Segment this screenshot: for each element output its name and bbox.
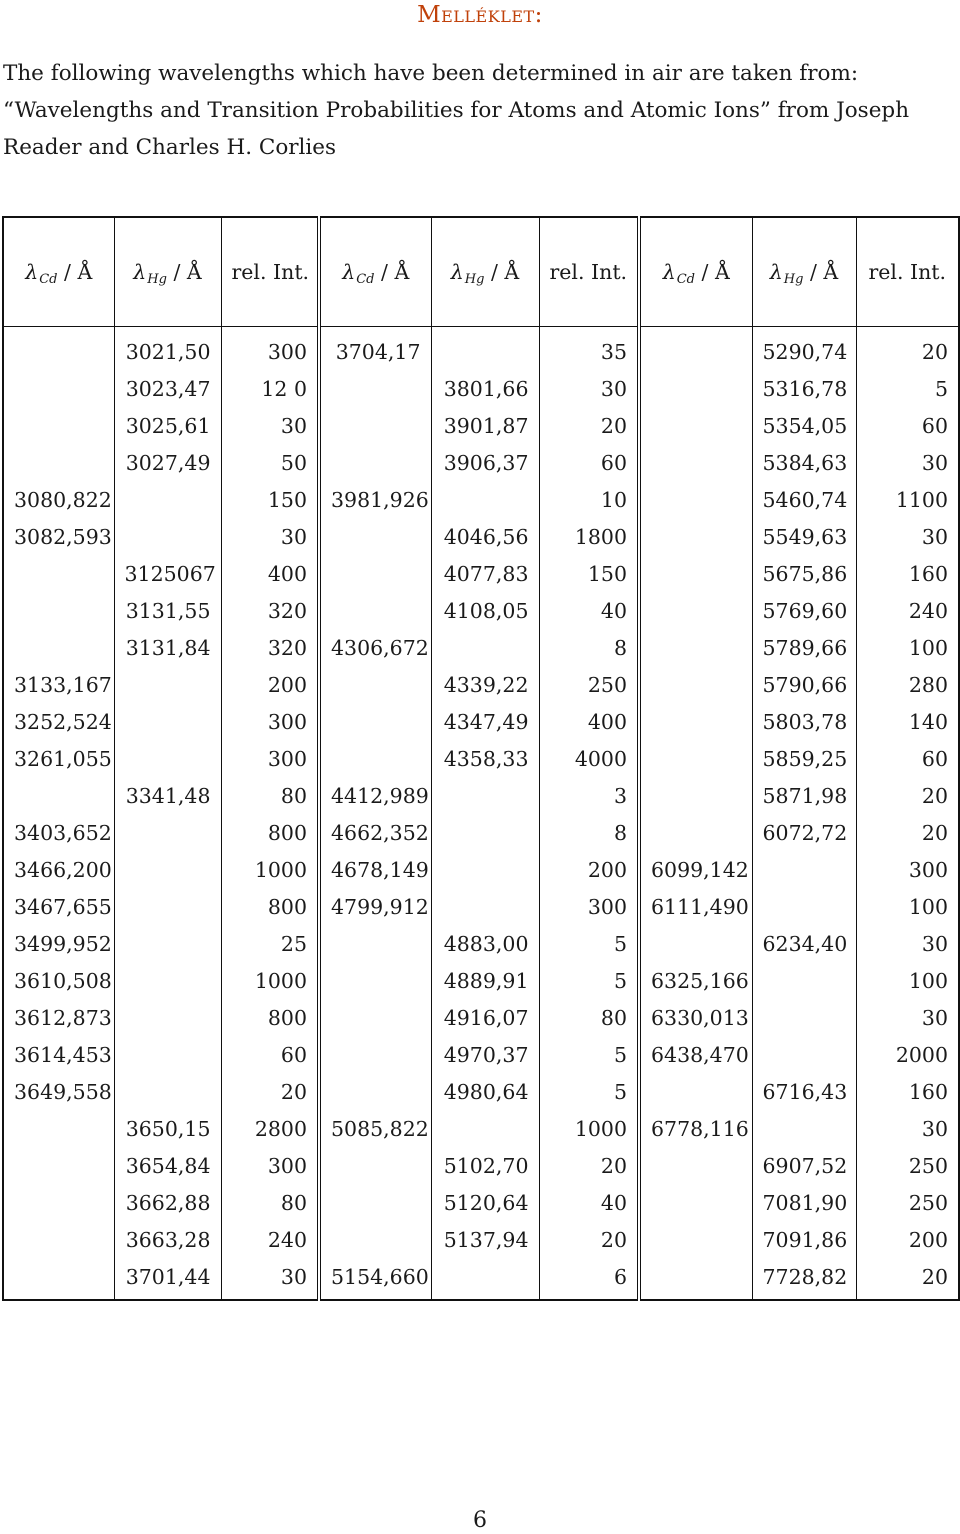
- cell-rel-int: 50: [221, 444, 319, 481]
- cell-rel-int: 2800: [221, 1110, 319, 1147]
- element-subscript: Cd: [39, 272, 58, 287]
- header-unit: / Å: [695, 260, 730, 284]
- cell-lambda-cd: [639, 592, 752, 629]
- cell-rel-int: 160: [908, 561, 948, 586]
- cell-rel-int: 150: [539, 555, 639, 592]
- cell-lambda-hg: 5354,05: [752, 407, 856, 444]
- cell-lambda-hg: [114, 481, 221, 518]
- cell-lambda-cd: [639, 481, 752, 518]
- cell-lambda-cd: 4799,912: [319, 888, 431, 925]
- cell-rel-int: 10: [539, 481, 639, 518]
- cell-lambda-hg: 4889,91: [431, 962, 539, 999]
- cell-lambda-hg: 5290,74: [752, 327, 856, 371]
- table-row: [3, 1221, 959, 1258]
- cell-lambda-hg: 7091,86: [752, 1221, 856, 1258]
- cell-rel-int: 80: [221, 1184, 319, 1221]
- cell-lambda-hg: 4046,56: [431, 518, 539, 555]
- cell-lambda-cd: 3704,17: [319, 327, 431, 371]
- cell-lambda-hg: 5316,78: [752, 370, 856, 407]
- cell-lambda-cd: [639, 629, 752, 666]
- cell-rel-int: 400: [539, 703, 639, 740]
- cell-rel-int: 1000: [539, 1110, 639, 1147]
- table-row: [3, 999, 959, 1036]
- element-subscript: Cd: [356, 272, 375, 287]
- cell-rel-int: 20: [539, 1221, 639, 1258]
- header-rel-int: [221, 217, 319, 327]
- table-row: [3, 370, 959, 407]
- header-unit: rel. Int.: [231, 260, 310, 284]
- table-row: [3, 555, 959, 592]
- header-lambda-hg: [114, 217, 221, 327]
- cell-lambda-cd: [3, 1110, 114, 1147]
- cell-rel-int: 20: [921, 783, 948, 808]
- cell-rel-int: 40: [539, 592, 639, 629]
- cell-lambda-cd: [639, 1184, 752, 1221]
- cell-lambda-hg: 4358,33: [431, 740, 539, 777]
- cell-lambda-hg: 5137,94: [431, 1221, 539, 1258]
- cell-rel-int: 300: [221, 327, 319, 371]
- header-lambda-cd: [319, 217, 431, 327]
- table-row: [3, 481, 959, 518]
- cell-lambda-hg: [431, 814, 539, 851]
- cell-lambda-cd: [639, 444, 752, 481]
- table-row: [3, 925, 959, 962]
- cell-rel-int: 300: [221, 1147, 319, 1184]
- cell-rel-int: 80: [221, 777, 319, 814]
- cell-rel-int: 3: [539, 777, 639, 814]
- cell-lambda-hg: [431, 629, 539, 666]
- cell-lambda-cd: [319, 999, 431, 1036]
- table-row: [3, 327, 959, 371]
- cell-lambda-cd: 6111,490: [639, 888, 752, 925]
- table-row: [3, 1184, 959, 1221]
- cell-rel-int: 300: [221, 740, 319, 777]
- cell-lambda-hg: 3801,66: [431, 370, 539, 407]
- cell-lambda-hg: 7728,82: [752, 1258, 856, 1300]
- cell-lambda-cd: [3, 1221, 114, 1258]
- table-row: [3, 1147, 959, 1184]
- cell-lambda-cd: 3610,508: [3, 962, 114, 999]
- cell-rel-int: 300: [221, 703, 319, 740]
- cell-rel-int: 160: [908, 1079, 948, 1104]
- cell-lambda-hg: 4347,49: [431, 703, 539, 740]
- cell-rel-int: 200: [221, 666, 319, 703]
- page-number: 6: [473, 1508, 487, 1533]
- cell-lambda-hg: 5102,70: [431, 1147, 539, 1184]
- table-row: [3, 1036, 959, 1073]
- cell-lambda-cd: 3403,652: [3, 814, 114, 851]
- cell-lambda-cd: [3, 1258, 114, 1300]
- cell-lambda-hg: 5384,63: [752, 444, 856, 481]
- cell-rel-int: 800: [221, 814, 319, 851]
- cell-lambda-cd: [639, 555, 752, 592]
- cell-lambda-cd: [639, 814, 752, 851]
- cell-lambda-hg: 3662,88: [114, 1184, 221, 1221]
- cell-lambda-hg: 3650,15: [114, 1110, 221, 1147]
- cell-lambda-cd: [3, 370, 114, 407]
- cell-rel-int: 30: [921, 450, 948, 475]
- cell-lambda-cd: [3, 629, 114, 666]
- cell-rel-int: 320: [221, 629, 319, 666]
- cell-rel-int: 5: [539, 962, 639, 999]
- intro-paragraph: The following wavelengths which have been determined in air are taken from: “Wavelengths and Transition Probabilities for Atoms and Atomic Ions” from Joseph Reader and Charles H. Corlies: [3, 61, 910, 160]
- cell-lambda-hg: [431, 851, 539, 888]
- cell-lambda-hg: 3654,84: [114, 1147, 221, 1184]
- cell-lambda-cd: 4662,352: [319, 814, 431, 851]
- cell-lambda-cd: 4306,672: [319, 629, 431, 666]
- cell-rel-int: 6: [539, 1258, 639, 1300]
- header-unit: / Å: [166, 260, 202, 284]
- cell-lambda-cd: [639, 327, 752, 371]
- cell-rel-int: 300: [539, 888, 639, 925]
- header-lambda-hg: [752, 217, 856, 327]
- header-lambda-hg: [431, 217, 539, 327]
- cell-rel-int: 1100: [895, 487, 948, 512]
- cell-rel-int: 60: [921, 746, 948, 771]
- lambda-symbol: λ: [25, 260, 39, 284]
- lambda-symbol: λ: [662, 260, 676, 284]
- cell-lambda-cd: 6330,013: [639, 999, 752, 1036]
- cell-rel-int: 60: [221, 1036, 319, 1073]
- cell-rel-int: 100: [908, 968, 948, 993]
- lambda-symbol: λ: [450, 260, 464, 284]
- cell-lambda-hg: [752, 1036, 856, 1073]
- cell-lambda-cd: [319, 555, 431, 592]
- table-row: [3, 962, 959, 999]
- cell-lambda-cd: [319, 444, 431, 481]
- cell-lambda-cd: [319, 666, 431, 703]
- cell-rel-int: 250: [539, 666, 639, 703]
- cell-lambda-hg: 5549,63: [752, 518, 856, 555]
- cell-lambda-hg: [114, 703, 221, 740]
- cell-lambda-hg: 3027,49: [114, 444, 221, 481]
- cell-lambda-cd: [639, 407, 752, 444]
- table-row: [3, 592, 959, 629]
- cell-rel-int: 30: [221, 407, 319, 444]
- cell-lambda-cd: [3, 1184, 114, 1221]
- cell-lambda-hg: 5675,86: [752, 555, 856, 592]
- cell-lambda-hg: [114, 666, 221, 703]
- table-row: [3, 407, 959, 444]
- cell-lambda-cd: 3981,926: [319, 481, 431, 518]
- cell-lambda-hg: 4339,22: [431, 666, 539, 703]
- cell-lambda-hg: 3021,50: [114, 327, 221, 371]
- cell-rel-int: 250: [908, 1190, 948, 1215]
- cell-lambda-cd: [3, 1147, 114, 1184]
- cell-rel-int: 40: [539, 1184, 639, 1221]
- cell-rel-int: 30: [221, 518, 319, 555]
- element-subscript: Hg: [783, 272, 804, 287]
- cell-lambda-cd: [3, 327, 114, 371]
- cell-lambda-hg: [752, 962, 856, 999]
- cell-lambda-cd: 3612,873: [3, 999, 114, 1036]
- cell-lambda-hg: 6072,72: [752, 814, 856, 851]
- cell-rel-int: 20: [539, 1147, 639, 1184]
- cell-lambda-hg: [431, 777, 539, 814]
- cell-lambda-cd: [639, 740, 752, 777]
- element-subscript: Hg: [147, 272, 167, 287]
- cell-lambda-hg: 4980,64: [431, 1073, 539, 1110]
- cell-lambda-hg: [114, 1036, 221, 1073]
- cell-lambda-hg: [114, 518, 221, 555]
- cell-rel-int: 5: [934, 376, 948, 401]
- cell-lambda-cd: 3466,200: [3, 851, 114, 888]
- cell-lambda-cd: [639, 370, 752, 407]
- cell-lambda-cd: [319, 1221, 431, 1258]
- cell-rel-int: 100: [908, 635, 948, 660]
- header-rel-int: [856, 217, 959, 327]
- table-body: [3, 327, 959, 1301]
- header-unit: rel. Int.: [868, 260, 947, 284]
- cell-rel-int: 30: [921, 1005, 948, 1030]
- cell-lambda-hg: 5120,64: [431, 1184, 539, 1221]
- table-row: [3, 777, 959, 814]
- cell-rel-int: 20: [221, 1073, 319, 1110]
- lambda-symbol: λ: [769, 260, 783, 284]
- cell-lambda-cd: 3133,167: [3, 666, 114, 703]
- cell-rel-int: 80: [539, 999, 639, 1036]
- table-row: [3, 1258, 959, 1300]
- cell-lambda-hg: [431, 481, 539, 518]
- cell-lambda-hg: 6907,52: [752, 1147, 856, 1184]
- cell-rel-int: 200: [539, 851, 639, 888]
- cell-lambda-hg: 5789,66: [752, 629, 856, 666]
- cell-lambda-hg: 6716,43: [752, 1073, 856, 1110]
- cell-lambda-cd: [3, 407, 114, 444]
- cell-rel-int: 8: [539, 629, 639, 666]
- table-row: [3, 814, 959, 851]
- cell-rel-int: 30: [921, 931, 948, 956]
- cell-lambda-hg: [114, 740, 221, 777]
- cell-lambda-hg: 6234,40: [752, 925, 856, 962]
- cell-lambda-cd: 4678,149: [319, 851, 431, 888]
- cell-rel-int: 25: [221, 925, 319, 962]
- cell-lambda-hg: 3701,44: [114, 1258, 221, 1300]
- cell-rel-int: 240: [908, 598, 948, 623]
- cell-lambda-cd: 5154,660: [319, 1258, 431, 1300]
- cell-lambda-cd: [639, 1073, 752, 1110]
- header-lambda-cd: [3, 217, 114, 327]
- cell-lambda-cd: [639, 1221, 752, 1258]
- cell-lambda-cd: [639, 925, 752, 962]
- cell-lambda-hg: 5769,60: [752, 592, 856, 629]
- cell-lambda-hg: 3131,84: [114, 629, 221, 666]
- cell-lambda-hg: [752, 999, 856, 1036]
- cell-rel-int: 800: [221, 999, 319, 1036]
- cell-lambda-cd: 3649,558: [3, 1073, 114, 1110]
- cell-lambda-hg: 5460,74: [752, 481, 856, 518]
- cell-rel-int: 1000: [221, 962, 319, 999]
- cell-lambda-cd: [639, 777, 752, 814]
- cell-lambda-cd: [3, 555, 114, 592]
- cell-rel-int: 30: [221, 1258, 319, 1300]
- cell-lambda-hg: 3131,55: [114, 592, 221, 629]
- cell-lambda-hg: [114, 999, 221, 1036]
- header-unit: / Å: [57, 260, 93, 284]
- cell-lambda-hg: 4108,05: [431, 592, 539, 629]
- header-unit: / Å: [484, 260, 520, 284]
- cell-lambda-cd: [319, 1147, 431, 1184]
- cell-rel-int: 12 0: [221, 370, 319, 407]
- lambda-symbol: λ: [133, 260, 147, 284]
- cell-rel-int: 20: [921, 339, 948, 364]
- cell-rel-int: 300: [908, 857, 948, 882]
- cell-rel-int: 1800: [539, 518, 639, 555]
- cell-lambda-cd: [639, 703, 752, 740]
- cell-rel-int: 60: [539, 444, 639, 481]
- cell-rel-int: 150: [221, 481, 319, 518]
- element-subscript: Cd: [676, 272, 696, 287]
- cell-rel-int: 200: [908, 1227, 948, 1252]
- cell-rel-int: 800: [221, 888, 319, 925]
- cell-lambda-cd: 6325,166: [639, 962, 752, 999]
- cell-lambda-hg: 5871,98: [752, 777, 856, 814]
- cell-lambda-hg: 7081,90: [752, 1184, 856, 1221]
- cell-lambda-cd: [319, 925, 431, 962]
- table-row: [3, 444, 959, 481]
- cell-lambda-cd: 3261,055: [3, 740, 114, 777]
- wavelength-table: [2, 216, 960, 1301]
- cell-lambda-cd: 3252,524: [3, 703, 114, 740]
- appendix-heading: Melléklet:: [417, 2, 543, 28]
- cell-rel-int: 20: [539, 407, 639, 444]
- cell-lambda-cd: [319, 592, 431, 629]
- cell-lambda-hg: 4916,07: [431, 999, 539, 1036]
- cell-rel-int: 20: [921, 820, 948, 845]
- cell-rel-int: 30: [539, 370, 639, 407]
- header-lambda-cd: [639, 217, 752, 327]
- cell-rel-int: 5: [539, 1073, 639, 1110]
- cell-rel-int: 5: [539, 1036, 639, 1073]
- cell-lambda-cd: 6099,142: [639, 851, 752, 888]
- header-unit: rel. Int.: [549, 260, 628, 284]
- cell-lambda-cd: 4412,989: [319, 777, 431, 814]
- cell-lambda-cd: [319, 1073, 431, 1110]
- cell-lambda-cd: 5085,822: [319, 1110, 431, 1147]
- cell-lambda-cd: [319, 740, 431, 777]
- table-row: [3, 851, 959, 888]
- table-row: [3, 666, 959, 703]
- cell-lambda-hg: 3023,47: [114, 370, 221, 407]
- table-row: [3, 1073, 959, 1110]
- cell-lambda-hg: 5859,25: [752, 740, 856, 777]
- cell-lambda-hg: [114, 1073, 221, 1110]
- cell-lambda-hg: [114, 962, 221, 999]
- cell-lambda-hg: [431, 327, 539, 371]
- cell-lambda-hg: [752, 851, 856, 888]
- cell-lambda-hg: [114, 925, 221, 962]
- cell-lambda-hg: 4970,37: [431, 1036, 539, 1073]
- header-unit: / Å: [803, 260, 839, 284]
- cell-rel-int: 20: [921, 1264, 948, 1289]
- cell-lambda-hg: 4883,00: [431, 925, 539, 962]
- cell-rel-int: 30: [921, 524, 948, 549]
- cell-lambda-cd: [319, 1036, 431, 1073]
- table-row: [3, 629, 959, 666]
- cell-lambda-cd: [3, 592, 114, 629]
- cell-lambda-hg: [431, 888, 539, 925]
- cell-rel-int: 240: [221, 1221, 319, 1258]
- table-header-row: [3, 217, 959, 327]
- table-row: [3, 740, 959, 777]
- cell-lambda-hg: [114, 851, 221, 888]
- cell-lambda-hg: 4077,83: [431, 555, 539, 592]
- cell-lambda-hg: [114, 888, 221, 925]
- cell-lambda-hg: 3901,87: [431, 407, 539, 444]
- cell-lambda-hg: 3663,28: [114, 1221, 221, 1258]
- cell-lambda-cd: [319, 1184, 431, 1221]
- table-row: [3, 518, 959, 555]
- cell-lambda-cd: [3, 444, 114, 481]
- cell-lambda-hg: 3341,48: [114, 777, 221, 814]
- cell-lambda-hg: [431, 1258, 539, 1300]
- header-rel-int: [539, 217, 639, 327]
- cell-lambda-cd: 3080,822: [3, 481, 114, 518]
- cell-lambda-cd: [639, 1147, 752, 1184]
- cell-lambda-hg: 3906,37: [431, 444, 539, 481]
- element-subscript: Hg: [464, 272, 485, 287]
- cell-lambda-cd: 3614,453: [3, 1036, 114, 1073]
- cell-lambda-cd: [639, 518, 752, 555]
- cell-lambda-cd: 3082,593: [3, 518, 114, 555]
- cell-rel-int: 35: [539, 327, 639, 371]
- cell-rel-int: 2000: [895, 1042, 948, 1067]
- cell-lambda-cd: 3499,952: [3, 925, 114, 962]
- header-unit: / Å: [374, 260, 410, 284]
- cell-lambda-cd: 6438,470: [639, 1036, 752, 1073]
- cell-lambda-hg: 3125067: [114, 555, 221, 592]
- cell-lambda-hg: 3025,61: [114, 407, 221, 444]
- cell-lambda-cd: [319, 407, 431, 444]
- table-row: [3, 703, 959, 740]
- cell-rel-int: 400: [221, 555, 319, 592]
- cell-rel-int: 60: [921, 413, 948, 438]
- cell-lambda-cd: [639, 666, 752, 703]
- cell-lambda-hg: [114, 814, 221, 851]
- cell-lambda-cd: 6778,116: [639, 1110, 752, 1147]
- cell-lambda-hg: 5803,78: [752, 703, 856, 740]
- cell-lambda-hg: [752, 888, 856, 925]
- cell-lambda-cd: [319, 370, 431, 407]
- table-row: [3, 888, 959, 925]
- cell-lambda-hg: 5790,66: [752, 666, 856, 703]
- cell-lambda-hg: [752, 1110, 856, 1147]
- cell-lambda-cd: [319, 703, 431, 740]
- cell-rel-int: 5: [539, 925, 639, 962]
- cell-rel-int: 280: [908, 672, 948, 697]
- lambda-symbol: λ: [342, 260, 356, 284]
- table-row: [3, 1110, 959, 1147]
- cell-lambda-cd: [639, 1258, 752, 1300]
- cell-rel-int: 8: [539, 814, 639, 851]
- cell-rel-int: 140: [908, 709, 948, 734]
- cell-rel-int: 100: [908, 894, 948, 919]
- cell-rel-int: 320: [221, 592, 319, 629]
- cell-lambda-cd: 3467,655: [3, 888, 114, 925]
- cell-rel-int: 250: [908, 1153, 948, 1178]
- cell-rel-int: 30: [921, 1116, 948, 1141]
- cell-rel-int: 1000: [221, 851, 319, 888]
- cell-lambda-cd: [319, 518, 431, 555]
- cell-lambda-hg: [431, 1110, 539, 1147]
- cell-lambda-cd: [3, 777, 114, 814]
- cell-lambda-cd: [319, 962, 431, 999]
- cell-rel-int: 4000: [539, 740, 639, 777]
